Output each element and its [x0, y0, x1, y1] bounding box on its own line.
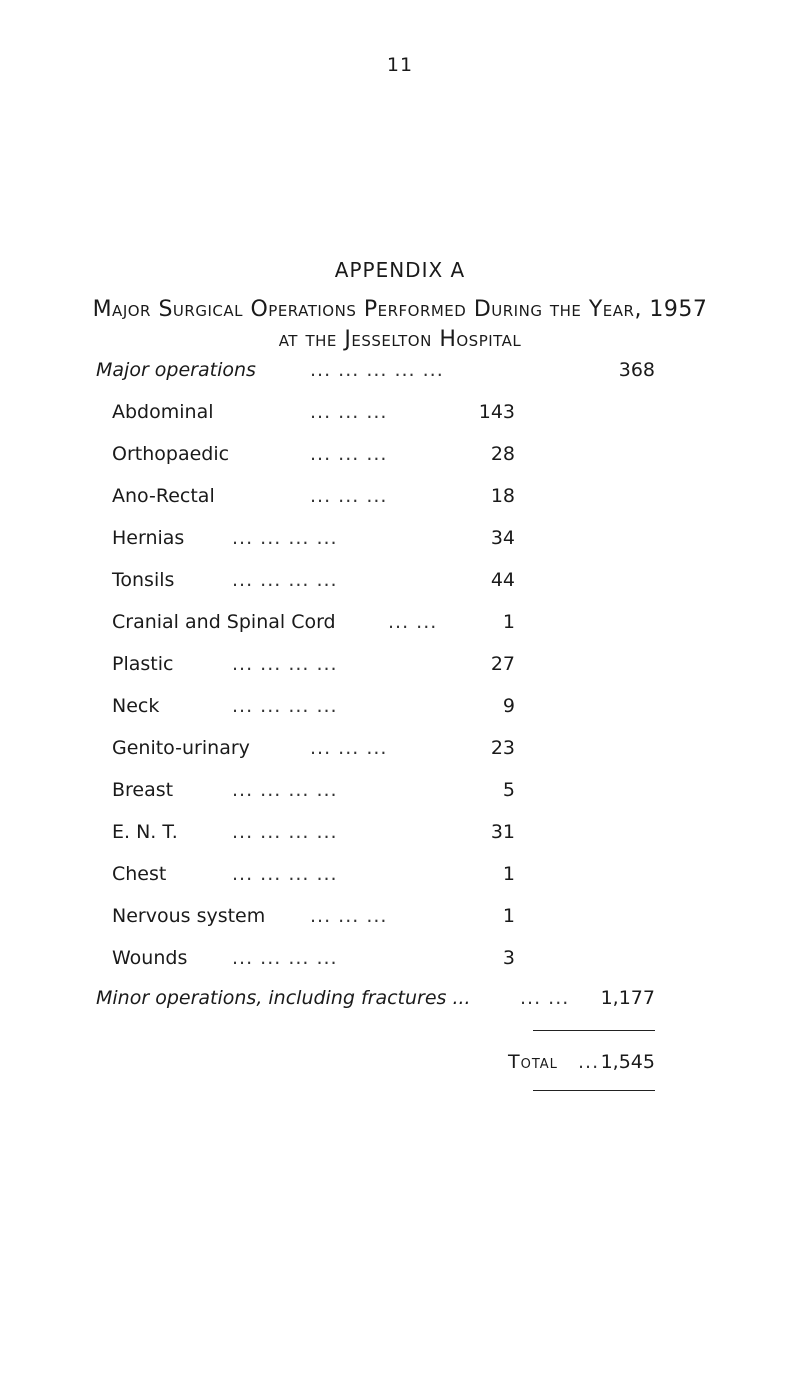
table-row [0, 482, 800, 510]
total-label: Total [508, 1051, 558, 1073]
table-row [0, 734, 800, 762]
operation-dots: ... ... ... ... [232, 947, 338, 969]
table-row [0, 902, 800, 930]
table-row [0, 776, 800, 804]
operation-label: Neck [112, 695, 160, 717]
table-row [0, 650, 800, 678]
operation-value: 3 [502, 947, 515, 969]
title-line-2: at the Jesselton Hospital [278, 327, 522, 352]
total-row [0, 1048, 800, 1076]
operation-dots: ... ... ... ... [232, 863, 338, 885]
total-rule [533, 1090, 655, 1091]
major-operations-label: Major operations [96, 359, 256, 381]
operation-value: 23 [490, 737, 515, 759]
operation-dots: ... ... ... [310, 905, 388, 927]
operation-value: 28 [490, 443, 515, 465]
operation-value: 44 [490, 569, 515, 591]
operation-label: Orthopaedic [112, 443, 230, 465]
subtotal-rule [533, 1030, 655, 1031]
table-row [0, 566, 800, 594]
appendix-heading: APPENDIX A [334, 258, 466, 282]
table-row [0, 608, 800, 636]
table-row [0, 692, 800, 720]
operation-label: Chest [112, 863, 167, 885]
table-row [0, 944, 800, 972]
operation-label: Cranial and Spinal Cord [112, 611, 336, 633]
operation-dots: ... ... ... ... [232, 821, 338, 843]
minor-operations-label: Minor operations, including fractures ... [96, 987, 471, 1009]
operation-value: 31 [490, 821, 515, 843]
operation-value: 1 [502, 863, 515, 885]
operation-dots: ... ... [388, 611, 438, 633]
table-row [0, 818, 800, 846]
table-row [0, 860, 800, 888]
major-operations-value: 368 [618, 359, 655, 381]
operation-label: Plastic [112, 653, 174, 675]
operation-dots: ... ... ... [310, 443, 388, 465]
major-operations-dots: ... ... ... ... ... [310, 359, 444, 381]
operation-dots: ... ... ... ... [232, 569, 338, 591]
major-operations-row [0, 356, 800, 384]
operation-value: 9 [502, 695, 515, 717]
operation-dots: ... ... ... ... [232, 527, 338, 549]
operation-dots: ... ... ... ... [232, 779, 338, 801]
operation-label: Wounds [112, 947, 188, 969]
page-number: 11 [386, 54, 414, 76]
operation-value: 27 [490, 653, 515, 675]
total-dots: ... [578, 1051, 600, 1073]
operation-label: Genito-urinary [112, 737, 250, 759]
table-row [0, 398, 800, 426]
operation-value: 34 [490, 527, 515, 549]
minor-operations-row [0, 984, 800, 1012]
operation-label: Nervous system [112, 905, 266, 927]
operation-value: 1 [502, 611, 515, 633]
operation-value: 1 [502, 905, 515, 927]
total-value: 1,545 [600, 1051, 655, 1073]
operation-label: Ano-Rectal [112, 485, 215, 507]
table-row [0, 524, 800, 552]
operation-dots: ... ... ... ... [232, 653, 338, 675]
operation-value: 143 [478, 401, 515, 423]
operation-value: 5 [502, 779, 515, 801]
minor-operations-dots: ... ... [520, 987, 570, 1009]
operation-label: Hernias [112, 527, 185, 549]
operation-value: 18 [490, 485, 515, 507]
minor-operations-value: 1,177 [600, 987, 655, 1009]
operation-label: Breast [112, 779, 174, 801]
operation-dots: ... ... ... [310, 737, 388, 759]
operation-label: E. N. T. [112, 821, 178, 843]
table-row [0, 440, 800, 468]
operation-label: Tonsils [112, 569, 175, 591]
title-line-1: Major Surgical Operations Performed During the Year, 1957 [92, 297, 708, 322]
operation-dots: ... ... ... [310, 485, 388, 507]
operation-dots: ... ... ... [310, 401, 388, 423]
operation-dots: ... ... ... ... [232, 695, 338, 717]
operation-label: Abdominal [112, 401, 214, 423]
